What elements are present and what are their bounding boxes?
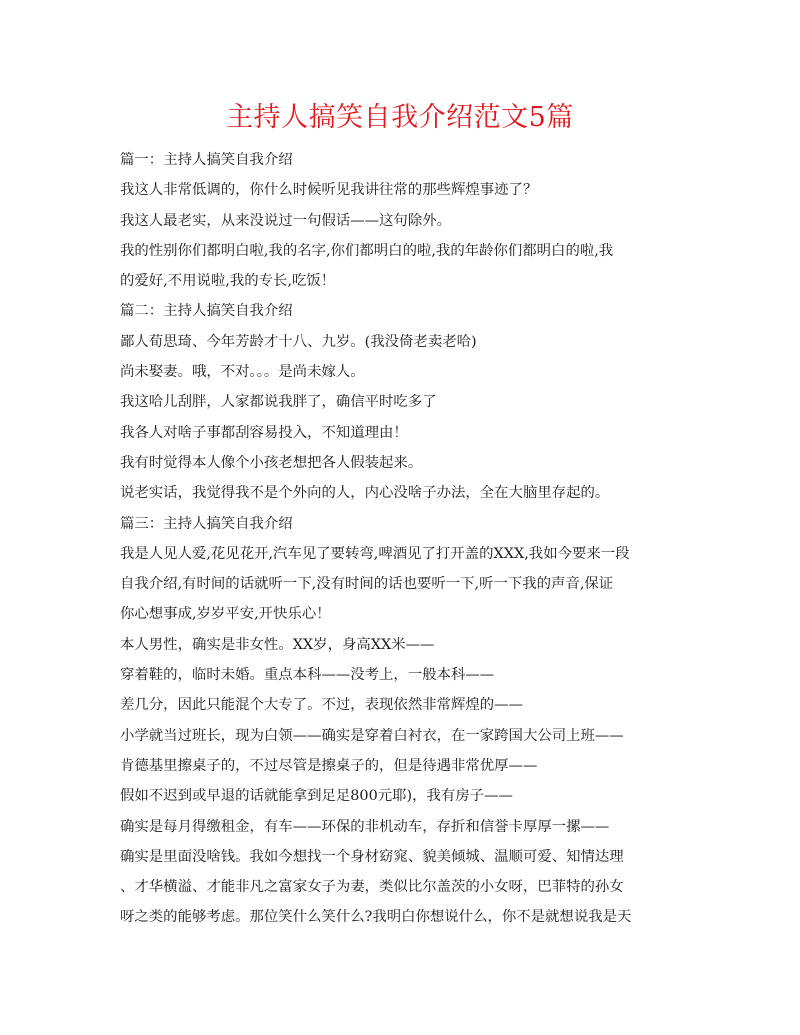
text-line: 篇一：主持人搞笑自我介绍 xyxy=(120,152,293,168)
text-line: 我这人最老实，从来没说过一句假话——这句除外。 xyxy=(120,212,451,229)
text-line: 我各人对啥子事都刮容易投入，不知道理由！ xyxy=(120,424,408,441)
text-line: 我这人非常低调的，你什么时候听见我讲往常的那些辉煌事迹了？ xyxy=(120,182,538,199)
text-line: 本人男性，确实是非女性。XX岁，身高XX米—— xyxy=(120,636,435,653)
text-line: 说老实话，我觉得我不是个外向的人，内心没啥子办法，全在大脑里存起的。 xyxy=(120,485,610,502)
text-line: 我是人见人爱,花见花开,汽车见了要转弯,啤酒见了打开盖的XXX,我如今要来一段 xyxy=(120,545,630,562)
text-line: 确实是里面没啥钱。我如今想找一个身材窈窕、貌美倾城、温顺可爱、知情达理 xyxy=(120,848,624,865)
text-line: 我的性别你们都明白啦,我的名字,你们都明白的啦,我的年龄你们都明白的啦,我 xyxy=(120,242,614,259)
text-line: 确实是每月得缴租金，有车——环保的非机动车，存折和信誉卡厚厚一摞—— xyxy=(120,818,610,835)
text-line: 假如不迟到或早退的话就能拿到足足800元耶)，我有房子—— xyxy=(120,788,513,805)
text-line: 自我介绍,有时间的话就听一下,没有时间的话也要听一下,听一下我的声音,保证 xyxy=(120,576,614,593)
text-line: 肯德基里擦桌子的，不过尽管是擦桌子的，但是待遇非常优厚—— xyxy=(120,757,538,774)
text-line: 小学就当过班长，现为白领——确实是穿着白衬衣，在一家跨国大公司上班—— xyxy=(120,727,624,744)
document-body xyxy=(120,145,682,933)
text-line: 你心想事成,岁岁平安,开快乐心！ xyxy=(120,606,331,623)
text-line: 鄙人荀思琦、今年芳龄才十八、九岁。(我没倚老卖老哈) xyxy=(120,333,477,350)
text-line: 我有时觉得本人像个小孩老想把各人假装起来。 xyxy=(120,454,423,471)
text-line: 的爱好,不用说啦,我的专长,吃饭！ xyxy=(120,273,336,290)
text-line: 穿着鞋的，临时未婚。重点本科——没考上，一般本科—— xyxy=(120,667,495,684)
text-line: 尚未娶妻。哦，不对。。。是尚未嫁人。 xyxy=(120,364,365,381)
text-line: 篇三：主持人搞笑自我介绍 xyxy=(120,515,293,532)
text-line: 差几分，因此只能混个大专了。不过，表现依然非常辉煌的—— xyxy=(120,697,523,714)
text-line: 呀之类的能够考虑。那位笑什么笑什么?我明白你想说什么，你不是就想说我是天 xyxy=(120,909,632,926)
text-line: 篇二：主持人搞笑自我介绍 xyxy=(120,303,293,320)
text-line: 我这哈儿刮胖，人家都说我胖了，确信平时吃多了 xyxy=(120,394,437,411)
document-title: 主持人搞笑自我介绍范文5篇 xyxy=(226,102,574,133)
text-line: 、才华横溢、才能非凡之富家女子为妻，类似比尔盖茨的小女呀，巴菲特的孙女 xyxy=(120,879,624,896)
